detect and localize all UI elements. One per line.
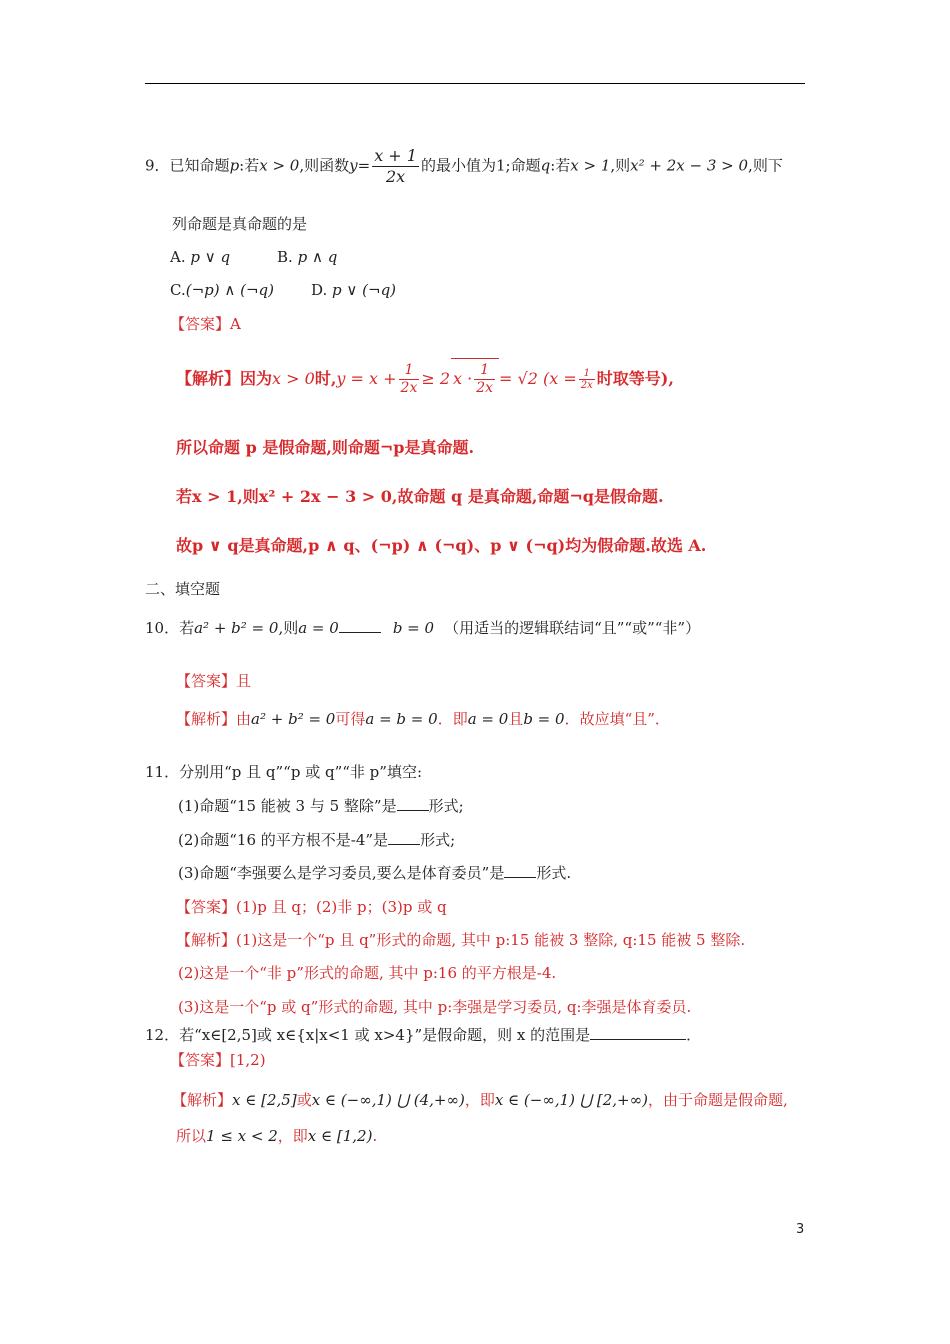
q9-stem-line1: 9．已知命题p:若x > 0,则函数y= $\frac{x + 1}{2x}$ 的最小值为1;命题q:若x > 1,则x² + 2x − 3 > 0,则下: [145, 146, 783, 186]
q11-answer: 【答案】(1)p 且 q；(2)非 p；(3)p 或 q: [176, 898, 447, 916]
q10-answer: 【答案】且: [176, 672, 252, 690]
q9-answer: 【答案】A: [170, 315, 241, 333]
q9-small-fraction: $\frac{1}{2x}$: [580, 368, 593, 391]
q9-solution-fraction: $\frac{1}{2x}$: [400, 362, 418, 396]
q10-blank: [339, 632, 381, 633]
q9-option-c: C.(¬p) ∧ (¬q): [170, 281, 274, 299]
q9-solution-line3: 若x > 1,则x² + 2x − 3 > 0,故命题 q 是真命题,命题¬q是假命题.: [176, 487, 664, 506]
q11-stem: 11．分别用“p 且 q”“p 或 q”“非 p”填空:: [145, 763, 423, 781]
q11-sub1: (1)命题“15 能被 3 与 5 整除”是 形式;: [178, 797, 464, 815]
section-heading: 二、填空题: [145, 580, 221, 598]
q12-solution-line1: 【解析】x ∈ [2,5]或x ∈ (−∞,1) ⋃ (4,+∞)，即x ∈ (−∞,1) ⋃ [2,+∞)，由于命题是假命题,: [172, 1091, 788, 1109]
q11-solution-1: 【解析】(1)这是一个“p 且 q”形式的命题, 其中 p:15 能被 3 整除, q:15 能被 5 整除.: [176, 931, 746, 949]
q10-stem: 10．若a² + b² = 0,则a = 0 b = 0 （用适当的逻辑联结词“且”“或”“非”）: [145, 619, 701, 637]
q11-solution-2: (2)这是一个“非 p”形式的命题, 其中 p:16 的平方根是-4.: [178, 964, 557, 982]
q9-solution-line1: 【解析】因为x > 0时,y = x + $\frac{1}{2x}$ ≥ 2 x · $\frac{1}{2x}$ = √2 (x = $\frac{1}{2x}$ 时取等号),: [176, 358, 674, 399]
q12-stem: 12．若“x∈[2,5]或 x∈{x|x<1 或 x>4}”是假命题，则 x 的范围是 ．: [145, 1026, 702, 1044]
q9-solution-line4: 故p ∨ q是真命题,p ∧ q、(¬p) ∧ (¬q)、p ∨ (¬q)均为假命题.故选 A.: [176, 536, 707, 555]
q11-solution-3: (3)这是一个“p 或 q”形式的命题, 其中 p:李强是学习委员, q:李强是体育委员.: [178, 998, 692, 1016]
q9-sqrt: x · $\frac{1}{2x}$: [451, 358, 499, 399]
q12-answer: 【答案】[1,2): [170, 1051, 266, 1069]
q9-option-a: A. p ∨ q: [170, 248, 231, 266]
q11-sub2: (2)命题“16 的平方根不是-4”是 形式;: [178, 831, 456, 849]
q9-stem-line2: 列命题是真命题的是: [172, 215, 308, 233]
q9-solution-line2: 所以命题 p 是假命题,则命题¬p是真命题.: [176, 438, 475, 457]
q11-sub3: (3)命题“李强要么是学习委员,要么是体育委员”是 形式.: [178, 864, 572, 882]
q9-option-d: D. p ∨ (¬q): [311, 281, 397, 299]
page-number: 3: [796, 1222, 805, 1237]
q9-option-b: B. p ∧ q: [277, 248, 338, 266]
q12-solution-line2: 所以1 ≤ x < 2，即x ∈ [1,2).: [176, 1127, 378, 1145]
header-rule: [145, 83, 805, 84]
q10-solution: 【解析】由a² + b² = 0可得a = b = 0．即a = 0且b = 0．故应填“且”．: [176, 710, 670, 728]
q9-function-fraction: $\frac{x + 1}{2x}$: [374, 146, 417, 186]
